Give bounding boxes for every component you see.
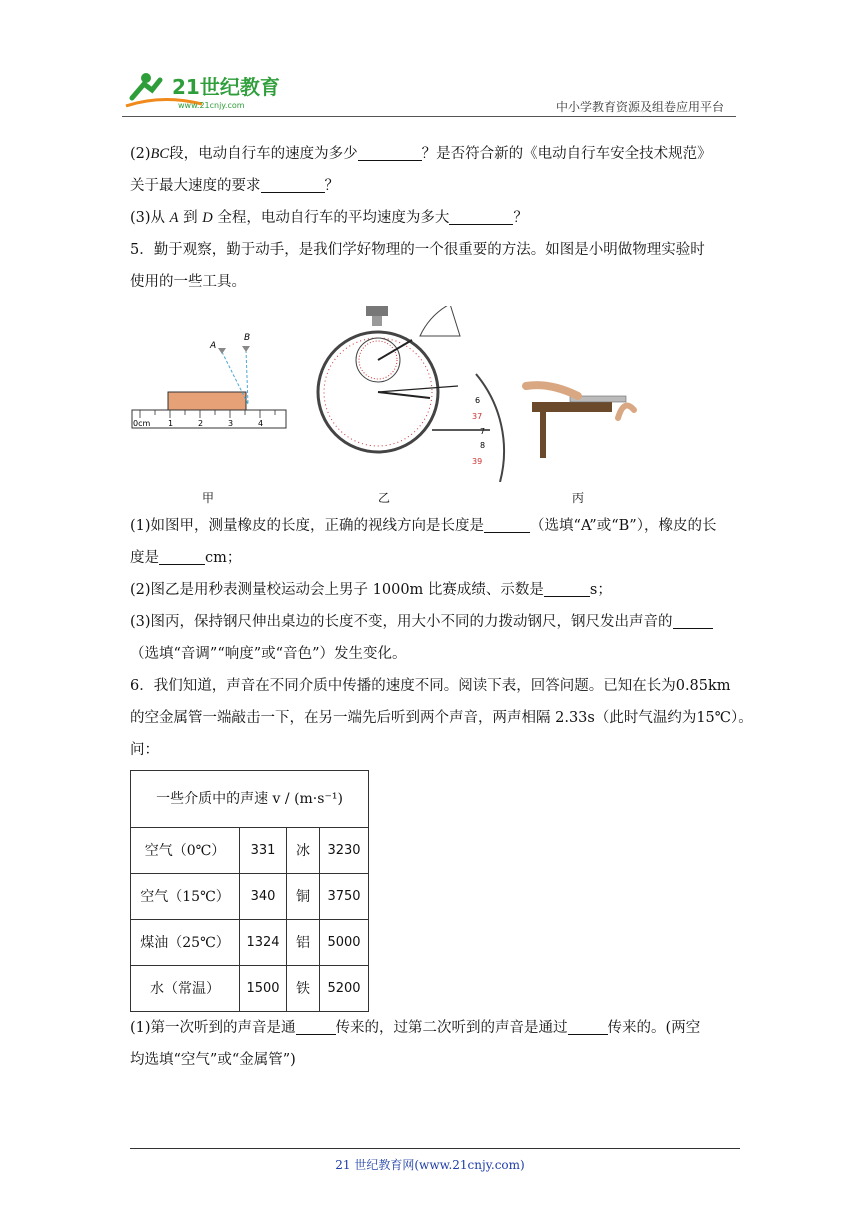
- q5-part3-line1: (3)图丙，保持钢尺伸出桌边的长度不变，用大小不同的力拨动钢尺，钢尺发出声音的: [130, 606, 740, 638]
- logo-text: 21世纪教育: [172, 75, 280, 99]
- q6-part1-line2: 均选填“空气”或“金属管”): [130, 1052, 296, 1068]
- platform-label: 中小学教育资源及组卷应用平台: [555, 100, 724, 114]
- main-content: [130, 138, 753, 1076]
- q5-figures: [130, 306, 740, 506]
- answer-blank[interactable]: [544, 578, 590, 597]
- ruler-label: 4: [258, 419, 264, 428]
- caption-jia: 甲: [202, 491, 215, 505]
- caption-bing: 丙: [572, 491, 585, 505]
- eye-label-b: B: [244, 333, 251, 343]
- dial-label: 39: [472, 457, 483, 466]
- caption-yi: 乙: [378, 491, 391, 505]
- q5-part2: (2)图乙是用秒表测量校运动会上男子 1000m 比赛成绩、示数是 s；: [130, 574, 740, 606]
- sound-speed-table: [130, 770, 369, 1012]
- answer-blank[interactable]: [358, 142, 422, 161]
- dial-label: 7: [480, 427, 486, 436]
- answer-blank[interactable]: [261, 174, 325, 193]
- figure-yi-stopwatch: [318, 306, 504, 482]
- q5-part3-line2: （选填“音调”“响度”或“音色”）发生变化。: [130, 646, 407, 662]
- table-row: 水（常温） 1500 铁 5200: [131, 966, 369, 1012]
- q6-line1: 6．我们知道，声音在不同介质中传播的速度不同。阅读下表，回答问题。已知在长为0.85km: [130, 678, 731, 694]
- q5-part1-line2: 度是 cm；: [130, 542, 740, 574]
- answer-blank[interactable]: [484, 514, 530, 533]
- q4-part2-line1: (2)BC段，电动自行车的速度为多少 ？是否符合新的《电动自行车安全技术规范》: [130, 138, 740, 170]
- table-header: 一些介质中的声速 v / (m·s⁻¹): [131, 771, 369, 828]
- eye-label-a: A: [210, 341, 217, 351]
- q5-part1-line1: (1)如图甲，测量橡皮的长度，正确的视线方向是长度是 （选填“A”或“B”），橡皮的长: [130, 510, 740, 542]
- footer-divider: [130, 1148, 740, 1149]
- answer-blank[interactable]: [449, 206, 513, 225]
- figure-bing-steel-ruler: [526, 385, 634, 458]
- dial-label: 8: [480, 441, 486, 450]
- dial-label: 6: [475, 396, 481, 405]
- q5-intro-line1: 5．勤于观察，勤于动手，是我们学好物理的一个很重要的方法。如图是小明做物理实验时: [130, 242, 705, 258]
- ruler-label: 2: [198, 419, 204, 428]
- ruler-label: 0cm: [133, 419, 151, 428]
- answer-blank[interactable]: [673, 610, 713, 629]
- q5-intro-line2: 使用的一些工具。: [130, 274, 246, 290]
- q4-part3: (3)从 A 到 D 全程，电动自行车的平均速度为多大 ？: [130, 202, 740, 234]
- answer-blank[interactable]: [159, 546, 205, 565]
- answer-blank[interactable]: [296, 1016, 336, 1035]
- q6-line2: 的空金属管一端敲击一下，在另一端先后听到两个声音，两声相隔 2.33s（此时气温约为15℃）。: [130, 710, 753, 726]
- dial-label: 37: [472, 412, 483, 421]
- logo-url: www.21cnjy.com: [178, 101, 245, 110]
- table-row: 空气（0℃） 331 冰 3230: [131, 828, 369, 874]
- footer-text[interactable]: 21 世纪教育网(www.21cnjy.com): [335, 1158, 525, 1172]
- header-divider: [122, 116, 736, 117]
- table-row: 煤油（25℃） 1324 铝 5000: [131, 920, 369, 966]
- q6-part1-line1: (1)第一次听到的声音是通 传来的，过第二次听到的声音是通过 传来的。(两空: [130, 1012, 740, 1044]
- q4-part2-line2: 关于最大速度的要求 ？: [130, 170, 740, 202]
- q6-line3: 问：: [130, 742, 159, 758]
- figures-svg: [130, 306, 740, 482]
- figure-jia-ruler: [132, 333, 286, 428]
- ruler-label: 1: [168, 419, 174, 428]
- logo-21cnjy: [122, 68, 292, 112]
- table-row: 空气（15℃） 340 铜 3750: [131, 874, 369, 920]
- page-header: [0, 0, 860, 120]
- answer-blank[interactable]: [568, 1016, 608, 1035]
- ruler-label: 3: [228, 419, 234, 428]
